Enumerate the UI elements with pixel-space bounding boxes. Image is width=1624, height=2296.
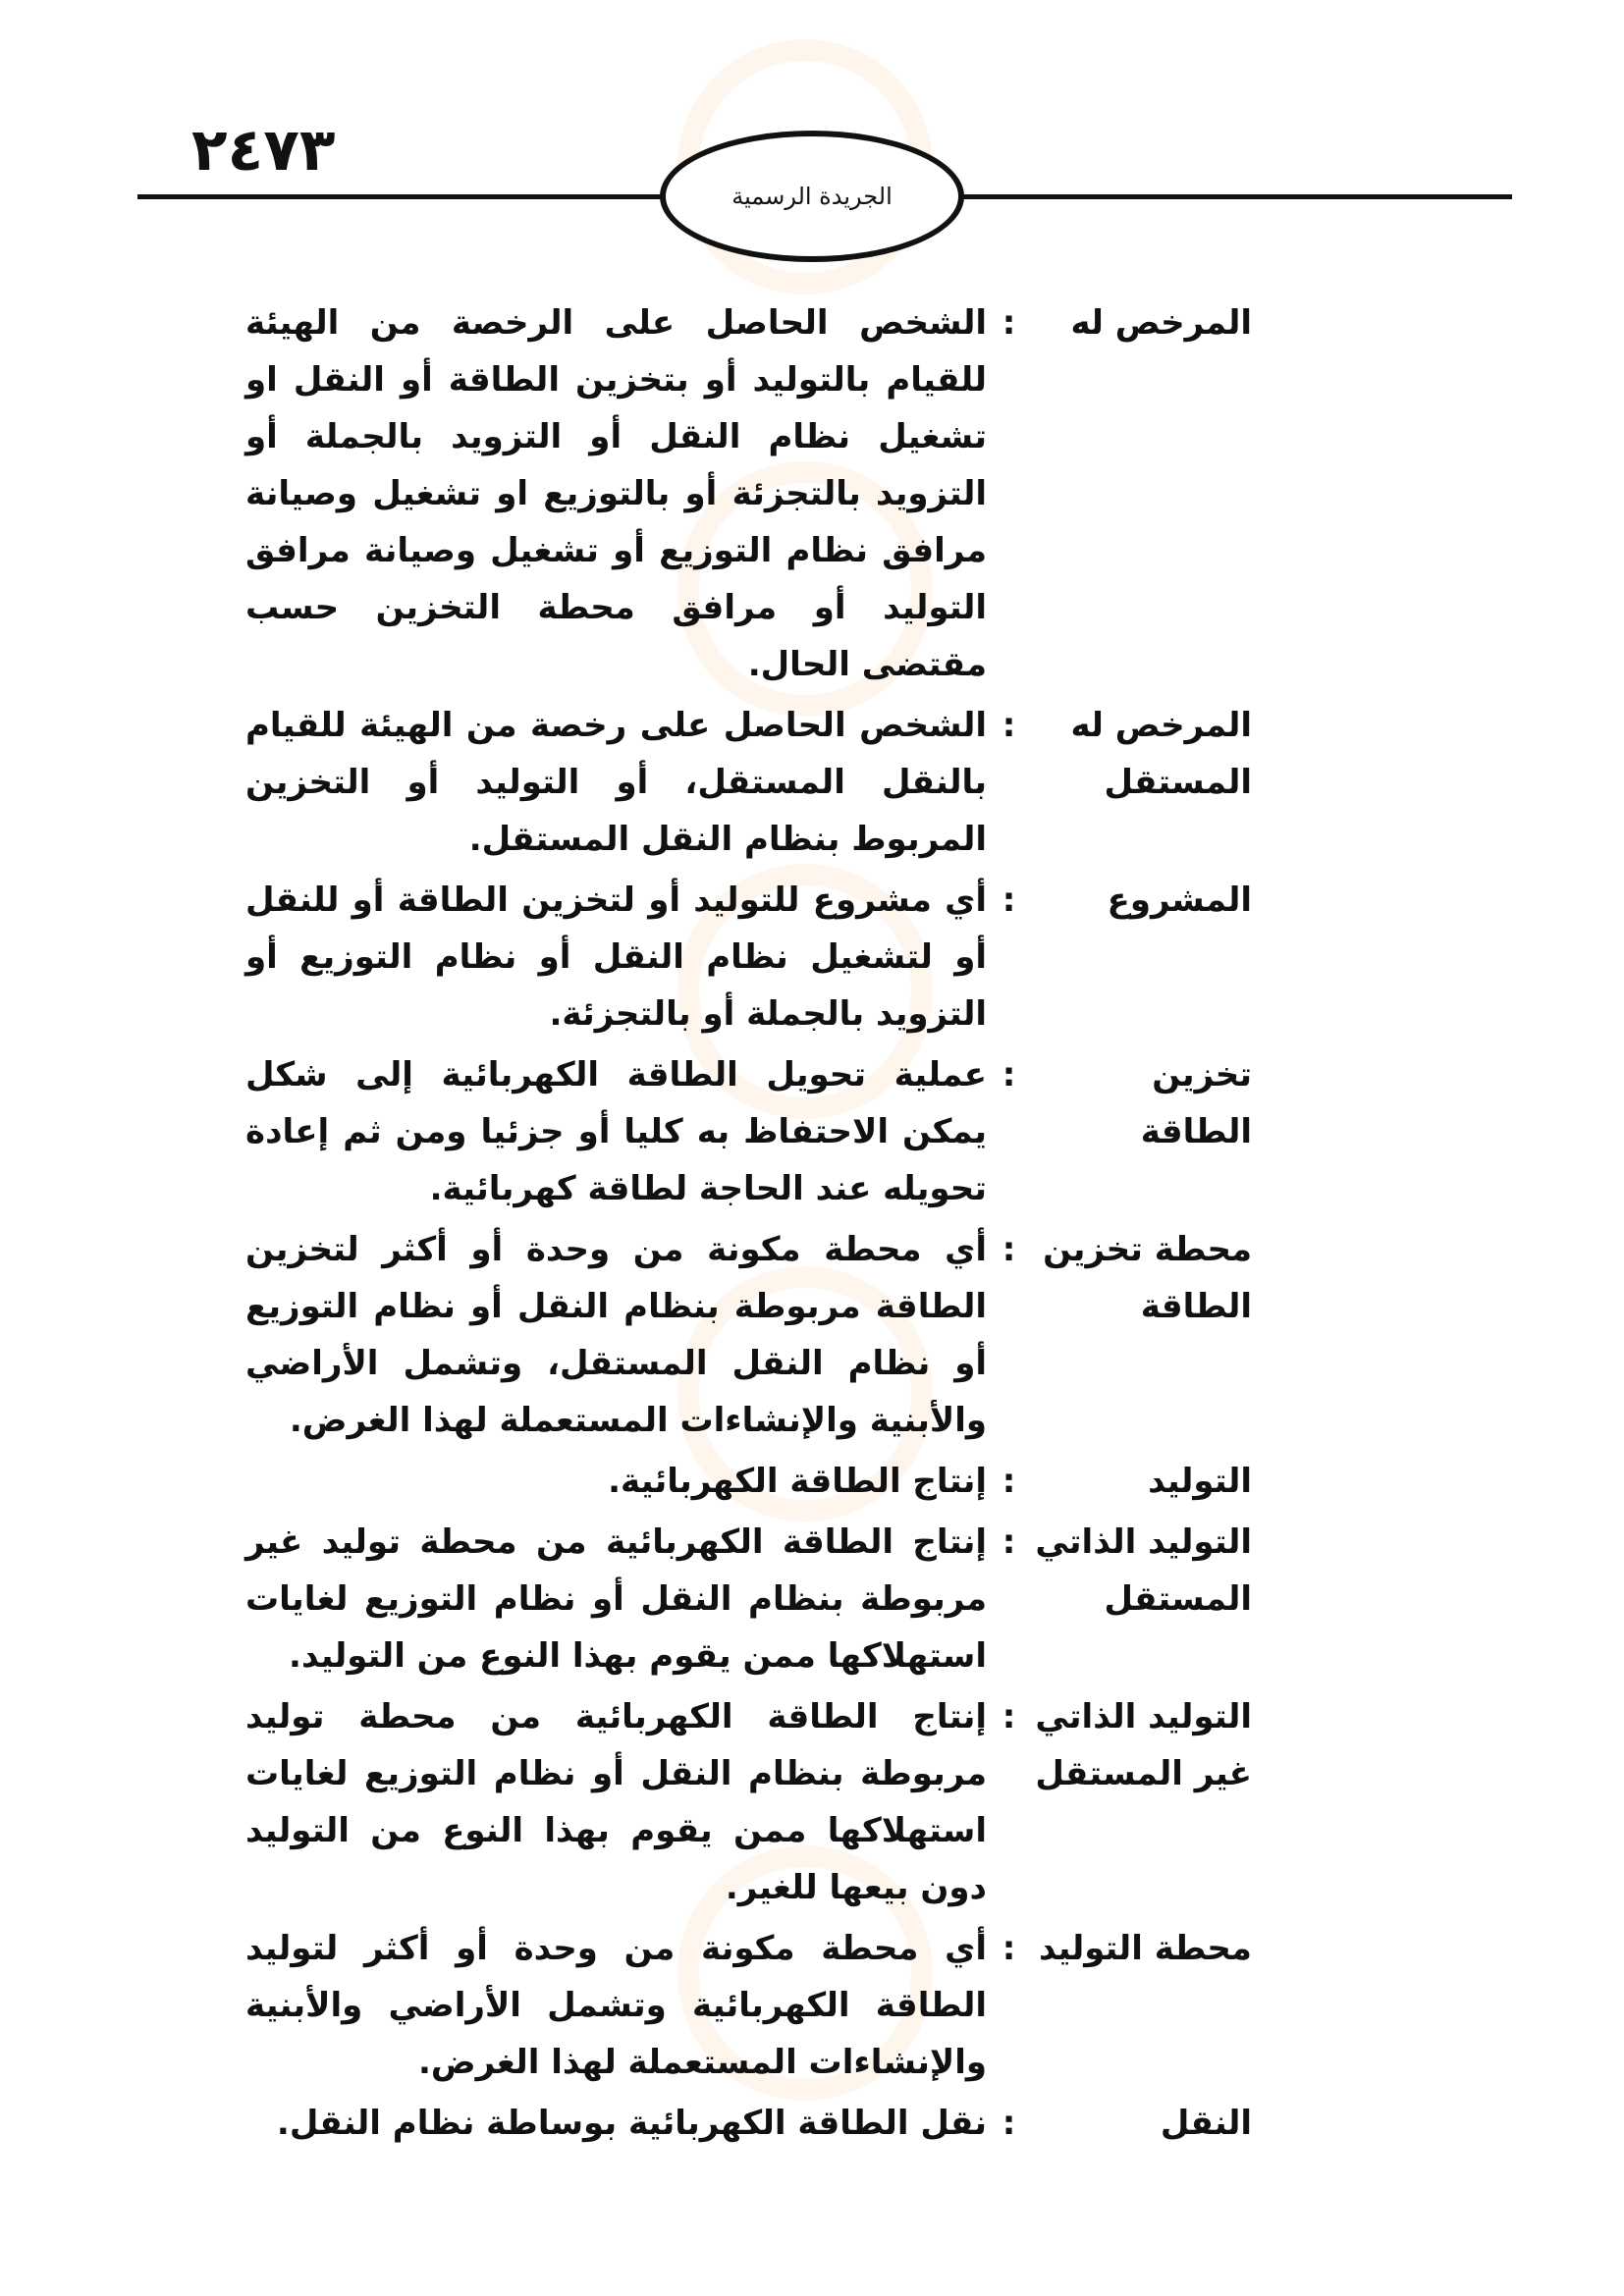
colon-separator: : <box>1001 706 1016 745</box>
gazette-title-oval <box>660 131 964 262</box>
definition-entry <box>172 697 1252 868</box>
definition-term: تخزين الطاقة <box>1140 1055 1252 1151</box>
colon-separator: : <box>1001 881 1016 920</box>
definition-entry <box>172 1920 1252 2091</box>
colon-separator: : <box>1001 1230 1016 1269</box>
gazette-title: الجريدة الرسمية <box>731 183 893 210</box>
definition-term: النقل <box>1160 2104 1252 2143</box>
definition-term: التوليد الذاتي المستقل <box>1035 1522 1252 1619</box>
definition-term: محطة تخزين الطاقة <box>1043 1230 1252 1326</box>
definition-entry <box>172 872 1252 1042</box>
definition-text: أي محطة مكونة من وحدة أو أكثر لتوليد الطاقة الكهربائية وتشمل الأراضي والأبنية والإنشاءات المستعملة لهذا الغرض. <box>245 1929 987 2082</box>
definition-term: التوليد <box>1148 1462 1252 1501</box>
colon-separator: : <box>1001 1929 1016 1968</box>
definition-entry <box>172 1453 1252 1510</box>
definition-term: المرخص له <box>1070 303 1252 343</box>
definition-text: أي مشروع للتوليد أو لتخزين الطاقة أو للنقل أو لتشغيل نظام النقل أو نظام التوزيع أو التزويد بالجملة أو بالتجزئة. <box>245 881 987 1034</box>
definition-text: نقل الطاقة الكهربائية بوساطة نظام النقل. <box>276 2104 987 2143</box>
colon-separator: : <box>1001 1462 1016 1501</box>
definition-term: التوليد الذاتي غير المستقل <box>1035 1697 1252 1793</box>
definition-text: إنتاج الطاقة الكهربائية من محطة توليد مربوطة بنظام النقل أو نظام التوزيع لغايات استهلاكها ممن يقوم بهذا النوع من التوليد دون بيعها للغير. <box>245 1697 987 1907</box>
definition-text: إنتاج الطاقة الكهربائية. <box>608 1462 987 1501</box>
definition-entry <box>172 1221 1252 1449</box>
definition-entry <box>172 1514 1252 1684</box>
definition-entry <box>172 1688 1252 1916</box>
definition-entry <box>172 294 1252 693</box>
definition-term: محطة التوليد <box>1038 1929 1252 1968</box>
definition-entry <box>172 2095 1252 2152</box>
colon-separator: : <box>1001 1522 1016 1562</box>
definition-entry <box>172 1046 1252 1217</box>
definition-text: الشخص الحاصل على رخصة من الهيئة للقيام بالنقل المستقل، أو التوليد أو التخزين المربوط بنظام النقل المستقل. <box>245 706 987 859</box>
definition-term: المرخص له المستقل <box>1070 706 1252 802</box>
definition-text: عملية تحويل الطاقة الكهربائية إلى شكل يمكن الاحتفاظ به كليا أو جزئيا ومن ثم إعادة تحويله عند الحاجة لطاقة كهربائية. <box>245 1055 987 1208</box>
colon-separator: : <box>1001 2104 1016 2143</box>
colon-separator: : <box>1001 1697 1016 1736</box>
colon-separator: : <box>1001 1055 1016 1095</box>
colon-separator: : <box>1001 303 1016 343</box>
definitions-list <box>172 294 1252 2156</box>
definition-text: أي محطة مكونة من وحدة أو أكثر لتخزين الطاقة مربوطة بنظام النقل أو نظام التوزيع أو نظام النقل المستقل، وتشمل الأراضي والأبنية والإنشاءات المستعملة لهذا الغرض. <box>245 1230 987 1440</box>
definition-text: الشخص الحاصل على الرخصة من الهيئة للقيام بالتوليد أو بتخزين الطاقة أو النقل او تشغيل نظام النقل أو التزويد بالجملة أو التزويد بالتجزئة أو بالتوزيع او تشغيل وصيانة مرافق نظام التوزيع أو تشغيل وصيانة مرافق التوليد أو مرافق محطة التخزين حسب مقتضى الحال. <box>245 303 987 684</box>
page-number: ٢٤٧٣ <box>191 116 336 185</box>
definition-term: المشروع <box>1107 881 1252 920</box>
definition-text: إنتاج الطاقة الكهربائية من محطة توليد غير مربوطة بنظام النقل أو نظام التوزيع لغايات استهلاكها ممن يقوم بهذا النوع من التوليد. <box>245 1522 987 1676</box>
